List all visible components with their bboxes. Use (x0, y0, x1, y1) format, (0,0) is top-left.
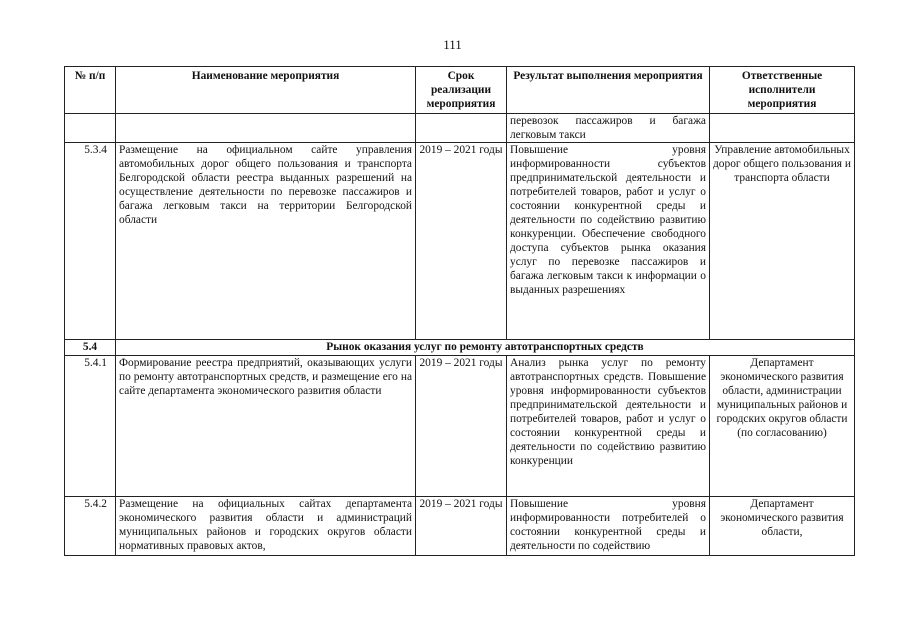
header-num: № п/п (65, 67, 116, 114)
row-term: 2019 – 2021 годы (416, 356, 507, 497)
row-num: 5.3.4 (65, 143, 116, 340)
cont-num-cell (65, 114, 116, 143)
cont-result-cell: перевозок пассажиров и багажа легковым такси (507, 114, 710, 143)
table-row-continuation (65, 114, 855, 143)
table-row (65, 497, 855, 556)
row-result: Анализ рынка услуг по ремонту автотранспортных средств. Повышение уровня информированности субъектов предпринимательской деятельности и потребителей товаров, работ и услуг о состоянии конкурентной среды и деятельности по содействию развитию конкуренции (507, 356, 710, 497)
table-row (65, 143, 855, 340)
table-row (65, 356, 855, 497)
cont-name-cell (116, 114, 416, 143)
row-responsible: Департамент экономического развития области, администрации муниципальных районов и городских округов области (по согласованию) (710, 356, 855, 497)
header-term: Срок реализации мероприятия (416, 67, 507, 114)
measures-table (64, 66, 855, 556)
row-responsible: Департамент экономического развития области, (710, 497, 855, 556)
cont-term-cell (416, 114, 507, 143)
cont-resp-cell (710, 114, 855, 143)
header-result: Результат выполнения мероприятия (507, 67, 710, 114)
row-result: Повышение уровня информированности потребителей о состоянии конкурентной среды и деятельности по содействию (507, 497, 710, 556)
row-name: Размещение на официальных сайтах департамента экономического развития области и администраций муниципальных районов и городских округов области нормативных правовых актов, (116, 497, 416, 556)
header-name: Наименование мероприятия (116, 67, 416, 114)
header-responsible: Ответственные исполнители мероприятия (710, 67, 855, 114)
section-title: Рынок оказания услуг по ремонту автотранспортных средств (116, 340, 855, 356)
row-name: Размещение на официальном сайте управления автомобильных дорог общего пользования и транспорта Белгородской области реестра выданных разрешений на осуществление деятельности по перевозке пассажиров и багажа легковым такси на территории Белгородской области (116, 143, 416, 340)
row-num: 5.4.1 (65, 356, 116, 497)
section-row (65, 340, 855, 356)
row-result: Повышение уровня информированности субъектов предпринимательской деятельности и потребителей товаров, работ и услуг о состоянии конкурентной среды и деятельности по содействию развитию конкуренции. Обеспечение свободного доступа субъектов рынка оказания услуг по перевозке пассажиров и багажа легковым такси к информации о выданных разрешениях (507, 143, 710, 340)
row-term: 2019 – 2021 годы (416, 143, 507, 340)
page-number: 111 (443, 37, 462, 52)
row-name: Формирование реестра предприятий, оказывающих услуги по ремонту автотранспортных средств, и размещение его на сайте департамента экономического развития области (116, 356, 416, 497)
row-term: 2019 – 2021 годы (416, 497, 507, 556)
table-header-row (65, 67, 855, 114)
row-responsible: Управление автомобильных дорог общего пользования и транспорта области (710, 143, 855, 340)
row-num: 5.4.2 (65, 497, 116, 556)
section-num: 5.4 (65, 340, 116, 356)
